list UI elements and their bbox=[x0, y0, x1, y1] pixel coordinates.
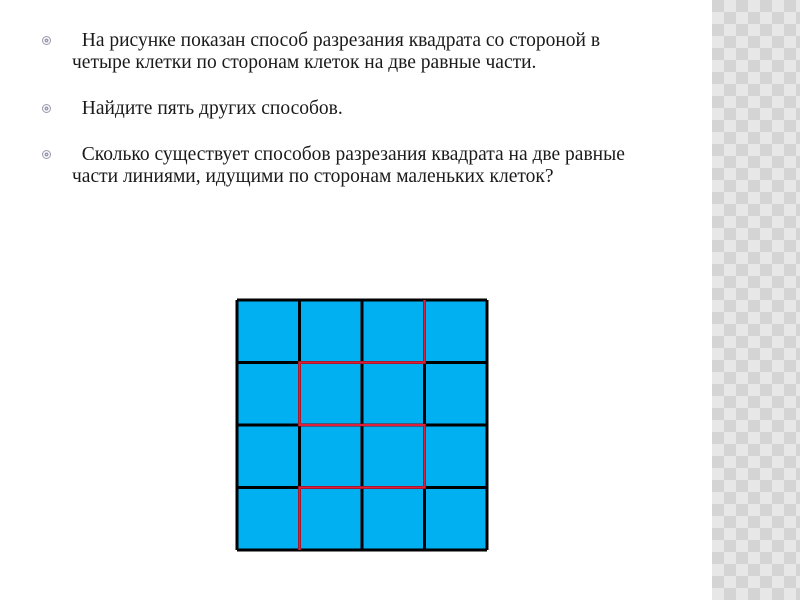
grid-cell bbox=[362, 488, 425, 551]
bullet-text-1: На рисунке показан способ разрезания квадрата со стороной в четыре клетки по сторонам клеток на две равные части. bbox=[72, 30, 605, 73]
grid-cell bbox=[362, 363, 425, 426]
circle-bullet-icon bbox=[42, 104, 51, 113]
bullet-item-1 bbox=[40, 30, 640, 74]
grid-cell bbox=[425, 425, 488, 488]
grid-cell bbox=[237, 488, 300, 551]
circle-bullet-icon bbox=[42, 150, 51, 159]
grid-cell bbox=[425, 488, 488, 551]
decorative-side-panel bbox=[712, 0, 800, 600]
grid-cell bbox=[425, 363, 488, 426]
grid-cell bbox=[362, 425, 425, 488]
circle-bullet-icon bbox=[42, 36, 51, 45]
grid-cell bbox=[300, 300, 363, 363]
bullet-text-2: Найдите пять других способов. bbox=[72, 98, 343, 119]
grid-cell bbox=[237, 363, 300, 426]
grid-cell bbox=[300, 363, 363, 426]
grid-cell bbox=[237, 300, 300, 363]
grid-cell bbox=[300, 488, 363, 551]
square-cut-figure bbox=[233, 296, 491, 554]
grid-cell bbox=[362, 300, 425, 363]
bullet-text-3: Сколько существует способов разрезания квадрата на две равные части линиями, идущими по сторонам маленьких клеток? bbox=[72, 144, 630, 187]
bullet-list bbox=[40, 30, 640, 212]
grid-cell bbox=[425, 300, 488, 363]
bullet-item-2 bbox=[40, 98, 640, 120]
bullet-item-3 bbox=[40, 144, 640, 188]
grid-cell bbox=[237, 425, 300, 488]
grid-cell bbox=[300, 425, 363, 488]
